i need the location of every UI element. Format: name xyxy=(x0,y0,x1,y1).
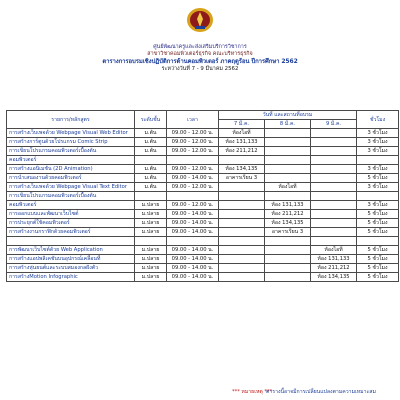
org-line: ศูนย์พัฒนาครูและส่งเสริมบริการวิชาการ xyxy=(153,44,247,50)
hours-cell: 5 ชั่วโมง xyxy=(357,273,399,282)
day-2-room-cell xyxy=(265,273,311,282)
date-line: ระหว่างวันที่ 7 - 9 มีนาคม 2562 xyxy=(161,66,239,72)
time-cell: 09.00 - 14.00 น. xyxy=(167,273,219,282)
school-seal-logo xyxy=(184,6,216,34)
time-cell xyxy=(167,156,219,165)
level-cell: ม.ปลาย xyxy=(135,219,167,228)
level-cell xyxy=(135,237,167,246)
header-day-2: 8 มี.ค. xyxy=(265,120,311,129)
table-row xyxy=(7,237,399,246)
level-cell: ม.ปลาย xyxy=(135,201,167,210)
hours-cell: 5 ชั่วโมง xyxy=(357,210,399,219)
table-row xyxy=(7,183,399,192)
day-2-room-cell: ห้อง 131,133 xyxy=(265,201,311,210)
time-cell: 09.00 - 12.00 น. xyxy=(167,129,219,138)
footer-note-label: *** หมายเหตุ *** xyxy=(232,389,273,395)
course-name-cell: การสร้างเว็บเพจด้วย Webpage Visual Web Editor xyxy=(7,129,135,138)
time-cell: 09.00 - 14.00 น. xyxy=(167,210,219,219)
time-cell: 09.00 - 14.00 น. xyxy=(167,228,219,237)
course-name-cell: คอมพิวเตอร์ xyxy=(7,201,135,210)
time-cell: 09.00 - 12.00 น. xyxy=(167,183,219,192)
day-3-room-cell xyxy=(311,219,357,228)
header-day-3: 9 มี.ค. xyxy=(311,120,357,129)
hours-cell: 5 ชั่วโมง xyxy=(357,219,399,228)
hours-cell: 5 ชั่วโมง xyxy=(357,174,399,183)
day-2-room-cell xyxy=(265,165,311,174)
header-time: เวลา xyxy=(167,111,219,129)
course-name-cell: การสร้างแอปพลิเคชันบนอุปกรณ์เคลื่อนที่ xyxy=(7,255,135,264)
hours-cell xyxy=(357,237,399,246)
hours-cell: 3 ชั่วโมง xyxy=(357,165,399,174)
day-1-room-cell xyxy=(219,237,265,246)
header-rooms: วันที่ และสถานที่อบรม xyxy=(219,111,357,120)
course-name-cell: การสร้างแอนิเมชัน (2D Animation) xyxy=(7,165,135,174)
day-3-room-cell xyxy=(311,138,357,147)
day-1-room-cell xyxy=(219,264,265,273)
table-row xyxy=(7,138,399,147)
course-name-cell: การออกแบบและพัฒนาเว็บไซต์ xyxy=(7,210,135,219)
time-cell: 09.00 - 12.00 น. xyxy=(167,138,219,147)
footer-note-text: ตารางนี้อาจมีการเปลี่ยนแปลงตามความเหมาะสม xyxy=(266,389,376,395)
day-3-room-cell: ห้อง 134,135 xyxy=(311,273,357,282)
day-2-room-cell xyxy=(265,237,311,246)
day-3-room-cell xyxy=(311,237,357,246)
level-cell: ม.ปลาย xyxy=(135,228,167,237)
day-3-room-cell xyxy=(311,183,357,192)
header-level: ระดับชั้น xyxy=(135,111,167,129)
day-3-room-cell xyxy=(311,156,357,165)
day-2-room-cell xyxy=(265,255,311,264)
document-header xyxy=(0,44,400,73)
day-2-room-cell: ห้องไอที xyxy=(265,183,311,192)
level-cell: ม.ปลาย xyxy=(135,264,167,273)
hours-cell xyxy=(357,156,399,165)
time-cell xyxy=(167,192,219,201)
day-1-room-cell: ห้อง 211,212 xyxy=(219,147,265,156)
day-1-room-cell xyxy=(219,219,265,228)
course-name-cell: คอมพิวเตอร์ xyxy=(7,156,135,165)
level-cell: ม.ต้น xyxy=(135,174,167,183)
course-name-cell: การสร้างงานกราฟิกด้วยคอมพิวเตอร์ xyxy=(7,228,135,237)
day-1-room-cell xyxy=(219,210,265,219)
day-3-room-cell xyxy=(311,201,357,210)
level-cell: ม.ปลาย xyxy=(135,273,167,282)
day-3-room-cell: ห้อง 211,212 xyxy=(311,264,357,273)
table-row xyxy=(7,129,399,138)
day-1-room-cell xyxy=(219,246,265,255)
course-name-cell: การนำเสนองานด้วยคอมพิวเตอร์ xyxy=(7,174,135,183)
header-day-1: 7 มี.ค. xyxy=(219,120,265,129)
header-hours: ชั่วโมง xyxy=(357,111,399,129)
hours-cell: 5 ชั่วโมง xyxy=(357,228,399,237)
day-2-room-cell xyxy=(265,138,311,147)
hours-cell xyxy=(357,192,399,201)
hours-cell: 3 ชั่วโมง xyxy=(357,183,399,192)
day-3-room-cell xyxy=(311,228,357,237)
day-3-room-cell xyxy=(311,210,357,219)
table-row xyxy=(7,246,399,255)
table-row xyxy=(7,273,399,282)
time-cell: 09.00 - 12.00 น. xyxy=(167,165,219,174)
hours-cell: 3 ชั่วโมง xyxy=(357,147,399,156)
course-name-cell: การเขียนโปรแกรมคอมพิวเตอร์เบื้องต้น xyxy=(7,147,135,156)
table-row xyxy=(7,165,399,174)
day-2-room-cell: อาคารเรียน 3 xyxy=(265,228,311,237)
day-2-room-cell xyxy=(265,246,311,255)
day-3-room-cell xyxy=(311,129,357,138)
level-cell: ม.ต้น xyxy=(135,129,167,138)
day-2-room-cell xyxy=(265,129,311,138)
course-name-cell: การสร้างหุ่นยนต์และระบบสมองกลฝังตัว xyxy=(7,264,135,273)
hours-cell: 5 ชั่วโมง xyxy=(357,255,399,264)
day-2-room-cell xyxy=(265,174,311,183)
table-row xyxy=(7,174,399,183)
day-1-room-cell xyxy=(219,201,265,210)
course-name-cell: การประยุกต์ใช้คอมพิวเตอร์ xyxy=(7,219,135,228)
hours-cell: 3 ชั่วโมง xyxy=(357,138,399,147)
level-cell: ม.ปลาย xyxy=(135,255,167,264)
table-header-row xyxy=(7,111,399,120)
time-cell xyxy=(167,237,219,246)
time-cell: 09.00 - 14.00 น. xyxy=(167,264,219,273)
table-row xyxy=(7,210,399,219)
day-2-room-cell: ห้อง 211,212 xyxy=(265,210,311,219)
subtitle-line: สาขาวิชาคอมพิวเตอร์ธุรกิจ คณะบริหารธุรกิจ xyxy=(147,51,253,57)
day-1-room-cell: ห้อง 134,135 xyxy=(219,165,265,174)
course-name-cell: การสร้างการ์ตูนด้วยโปรแกรม Comic Strip xyxy=(7,138,135,147)
course-name-cell xyxy=(7,237,135,246)
table-row xyxy=(7,201,399,210)
table-row xyxy=(7,264,399,273)
course-name-cell: การเขียนโปรแกรมคอมพิวเตอร์เบื้องต้น xyxy=(7,192,135,201)
time-cell: 09.00 - 12.00 น. xyxy=(167,201,219,210)
day-1-room-cell xyxy=(219,156,265,165)
day-2-room-cell xyxy=(265,147,311,156)
day-2-room-cell: ห้อง 134,135 xyxy=(265,219,311,228)
table-row xyxy=(7,156,399,165)
day-2-room-cell xyxy=(265,192,311,201)
day-1-room-cell xyxy=(219,183,265,192)
table-row xyxy=(7,228,399,237)
course-name-cell: การสร้างเว็บเพจด้วย Webpage Visual Text Editor xyxy=(7,183,135,192)
level-cell xyxy=(135,192,167,201)
day-3-room-cell: ห้อง 131,133 xyxy=(311,255,357,264)
course-name-cell: การพัฒนาเว็บไซต์ด้วย Web Application xyxy=(7,246,135,255)
day-3-room-cell xyxy=(311,174,357,183)
table-row xyxy=(7,255,399,264)
level-cell: ม.ปลาย xyxy=(135,210,167,219)
day-3-room-cell: ห้องไอที xyxy=(311,246,357,255)
level-cell: ม.ต้น xyxy=(135,165,167,174)
schedule-table xyxy=(6,110,399,282)
day-1-room-cell xyxy=(219,273,265,282)
table-row xyxy=(7,147,399,156)
day-1-room-cell: อาคารเรียน 3 xyxy=(219,174,265,183)
day-2-room-cell xyxy=(265,156,311,165)
day-1-room-cell: ห้องไอที xyxy=(219,129,265,138)
day-1-room-cell: ห้อง 131,133 xyxy=(219,138,265,147)
time-cell: 09.00 - 14.00 น. xyxy=(167,174,219,183)
header-name: รายการ/หลักสูตร xyxy=(7,111,135,129)
level-cell: ม.ปลาย xyxy=(135,246,167,255)
level-cell: ม.ต้น xyxy=(135,183,167,192)
hours-cell: 3 ชั่วโมง xyxy=(357,201,399,210)
level-cell xyxy=(135,156,167,165)
table-row xyxy=(7,219,399,228)
day-1-room-cell xyxy=(219,192,265,201)
time-cell: 09.00 - 14.00 น. xyxy=(167,246,219,255)
hours-cell: 3 ชั่วโมง xyxy=(357,129,399,138)
day-1-room-cell xyxy=(219,228,265,237)
day-2-room-cell xyxy=(265,264,311,273)
day-3-room-cell xyxy=(311,165,357,174)
level-cell: ม.ต้น xyxy=(135,147,167,156)
hours-cell: 5 ชั่วโมง xyxy=(357,246,399,255)
document-title: ตารางการอบรมเชิงปฏิบัติการด้านคอมพิวเตอร์ ภาคฤดูร้อน ปีการศึกษา 2562 xyxy=(102,58,298,65)
table-row xyxy=(7,192,399,201)
time-cell: 09.00 - 14.00 น. xyxy=(167,255,219,264)
level-cell: ม.ต้น xyxy=(135,138,167,147)
day-1-room-cell xyxy=(219,255,265,264)
time-cell: 09.00 - 12.00 น. xyxy=(167,147,219,156)
course-name-cell: การสร้างMotion Infographic xyxy=(7,273,135,282)
day-3-room-cell xyxy=(311,147,357,156)
time-cell: 09.00 - 14.00 น. xyxy=(167,219,219,228)
day-3-room-cell xyxy=(311,192,357,201)
hours-cell: 5 ชั่วโมง xyxy=(357,264,399,273)
